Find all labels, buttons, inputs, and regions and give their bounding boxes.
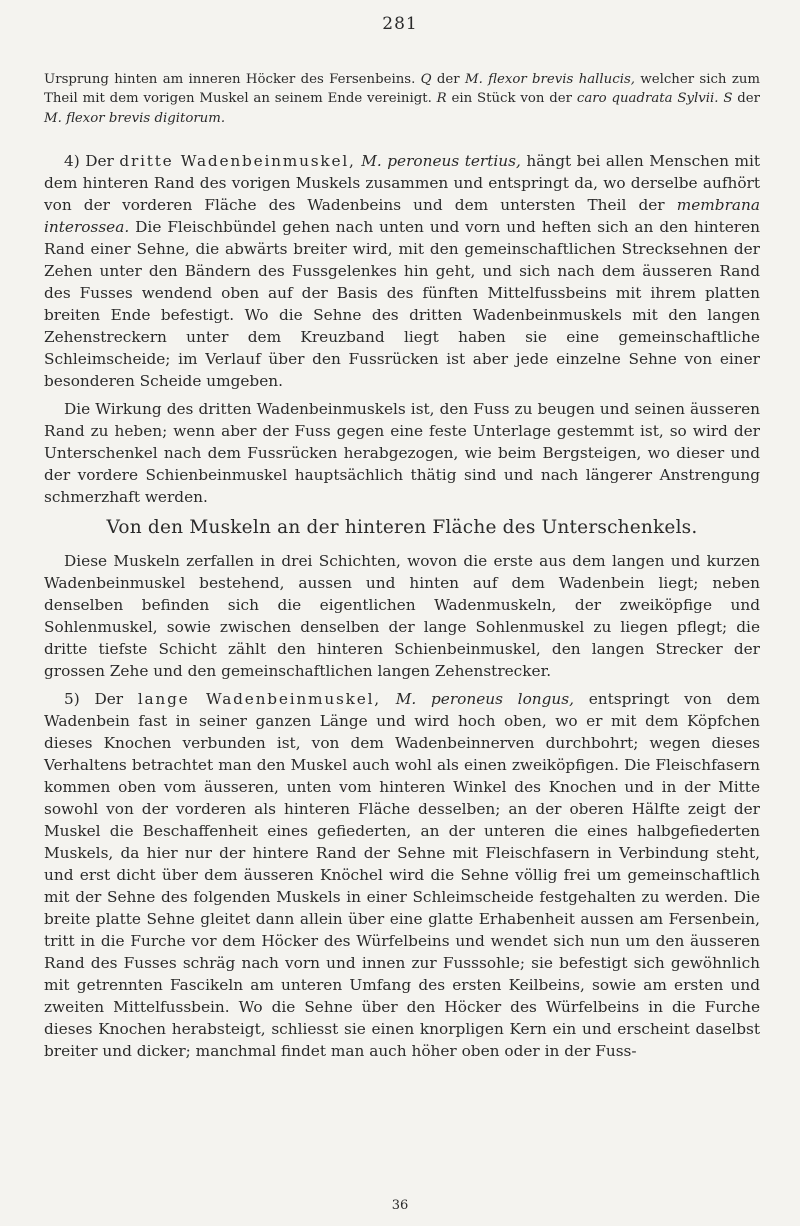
paragraph-peroneus-tertius [44, 150, 760, 392]
muscle-name-spaced: dritte Wadenbeinmuskel, [119, 152, 356, 170]
legend-text: Ursprung hinten am inneren Höcker des Fersenbeins. [44, 72, 421, 87]
latin-term: M. peroneus tertius, [361, 152, 521, 170]
latin-term: membrana interossea. [44, 196, 760, 236]
text-run: Die Fleischbündel gehen nach unten und vorn und heften sich an den hinteren Rand einer Sehne, die abwärts breiter wird, mit den gemeinschaftlichen Strecksehnen der Zehen unter den Bändern des Fussgelenkes hin geht, und sich nach dem äusseren Rand des Fusses wendend oben auf der Basis des fünften Mittelfussbeins mit ihrem platten breiten Ende befestigt. Wo die Sehne des dritten Wadenbeinmuskels mit den langen Zehenstreckern unter dem Kreuzband liegt haben sie eine gemeinschaftliche Schleimscheide; im Verlauf über den Fussrücken ist aber jede einzelne Sehne von einer besonderen Scheide umgeben. [44, 218, 760, 390]
section-heading: Von den Muskeln an der hinteren Fläche des Unterschenkels. [106, 517, 698, 538]
section-number: 5) Der [64, 690, 138, 708]
legend-letter-s: S [723, 91, 733, 107]
legend-paragraph [44, 70, 760, 128]
legend-text: ein Stück von der [446, 91, 577, 107]
latin-term: M. flexor brevis digitorum. [44, 110, 226, 126]
main-text [44, 150, 760, 1068]
section-number: 4) Der [64, 152, 120, 170]
legend-text: welcher sich zum Theil mit dem vorigen Muskel an seinem Ende vereinigt. [44, 72, 760, 107]
muscle-name-spaced: lange Wadenbeinmuskel, [137, 690, 381, 708]
text-run [381, 690, 396, 708]
legend-letter-q: Q [420, 72, 432, 87]
paragraph-peroneus-longus [44, 688, 760, 1062]
figure-legend-continuation [44, 70, 760, 128]
latin-term: M. peroneus longus, [395, 690, 574, 708]
legend-letter-r: R [436, 91, 447, 107]
page-number: 281 [382, 14, 418, 34]
legend-text: der [732, 91, 760, 107]
text-run: entspringt von dem Wadenbein fast in seiner ganzen Länge und wird hoch oben, wo er mit dem Köpfchen dieses Knochen verbunden ist, von dem Wadenbeinnerven durchbohrt; wegen dieses Verhaltens betrachtet man den Muskel auch wohl als einen zweiköpfigen. Die Fleischfasern kommen oben vom äusseren, unten vom hinteren Winkel des Knochen und in der Mitte sowohl von der vorderen als hinteren Fläche desselben; an der oberen Hälfte zeigt der Muskel die Beschaffenheit eines gefiederten, an der unteren die eines halbgefiederten Muskels, da hier nur der hintere Rand der Sehne mit Fleischfasern in Verbindung steht, und erst dicht über dem äusseren Knöchel wird die Sehne völlig frei um gemeinschaftlich mit der Sehne des folgenden Muskels in einer Schleimscheide festgehalten zu werden. Die breite platte Sehne gleitet dann allein über eine glatte Erhabenheit aussen am Fersenbein, tritt in die Furche vor dem Höcker des Würfelbeins und wendet sich nun um den äusseren Rand des Fusses schräg nach vorn und innen zur Fusssohle; sie befestigt sich gewöhnlich mit getrennten Fascikeln am unteren Umfang des ersten Keilbeins, sowie am ersten und zweiten Mittelfussbein. Wo die Sehne über den Höcker des Würfelbeins in die Furche dieses Knochen herabsteigt, schliesst sie einen knorpligen Kern ein und erscheint daselbst breiter und dicker; manchmal findet man auch höher oben oder in der Fuss- [44, 690, 760, 1060]
latin-term: M. flexor brevis hallucis, [464, 72, 636, 87]
text-run: hängt bei allen Menschen mit dem hinteren Rand des vorigen Muskels zusammen und entspringt da, wo derselbe aufhört von der vorderen Fläche des Wadenbeins und dem untersten Theil der [44, 152, 760, 214]
signature-number: 36 [391, 1198, 409, 1213]
paragraph-schichten: Diese Muskeln zerfallen in drei Schichten, wovon die erste aus dem langen und kurzen Wadenbeinmuskel bestehend, aussen und hinten auf dem Wadenbein liegt; neben denselben befinden sich die eigentlichen Wadenmuskeln, der zweiköpfige und Sohlenmuskel, sowie zwischen denselben der lange Sohlenmuskel zu liegen pflegt; die dritte tiefste Schicht zählt den hinteren Schienbeinmuskel, den langen Strecker der grossen Zehe und den gemeinschaftlichen langen Zehenstrecker. [44, 552, 760, 680]
latin-term: caro quadrata Sylvii. [576, 91, 719, 107]
legend-text: der [431, 72, 465, 87]
paragraph-wirkung: Die Wirkung des dritten Wadenbeinmuskels ist, den Fuss zu beugen und seinen äusseren Rand zu heben; wenn aber der Fuss gegen eine feste Unterlage gestemmt ist, so wird der Unterschenkel nach dem Fussrücken herabgezogen, wie beim Bergsteigen, wo dieser und der vordere Schienbeinmuskel hauptsächlich thätig sind und nach längerer Anstrengung schmerzhaft werden. [44, 400, 760, 506]
